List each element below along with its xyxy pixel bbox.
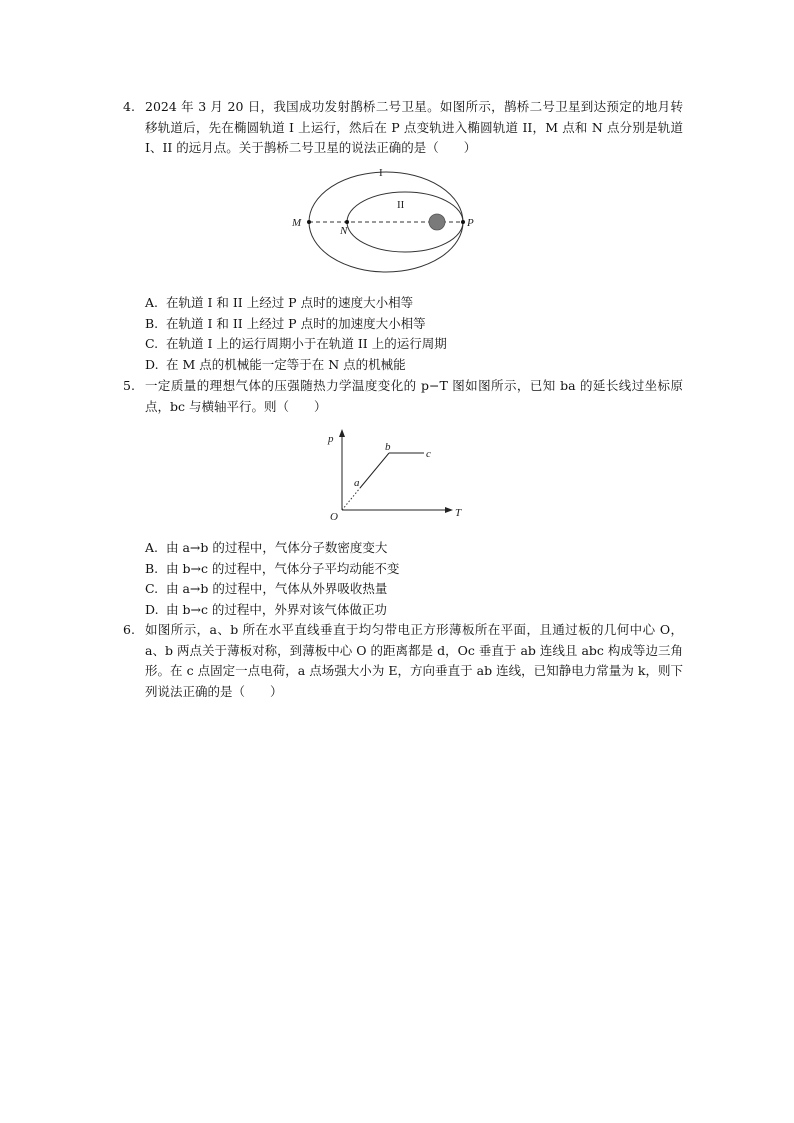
option-b: B. 由 b→c 的过程中，气体分子平均动能不变 xyxy=(145,560,400,576)
question-stem: 如图所示，a、b 所在水平直线垂直于均匀带电正方形薄板所在平面，且通过板的几何中心 O，a、b 两点关于薄板对称，到薄板中心 O 的距离都是 d，Oc 垂直于 ab 连线且 abc 构成等边三角形。在 c 点固定一点电荷，a 点场强大小为 E，方向垂直于 ab 连线，已知静电力常量为 k，则下列说法正确的是（ ） xyxy=(145,622,683,699)
label-P: P xyxy=(467,217,474,229)
question-4 xyxy=(123,97,683,159)
label-N: N xyxy=(340,225,348,237)
axis-t-label: T xyxy=(455,507,462,519)
question-number: 5. xyxy=(123,378,135,393)
question-5-options xyxy=(145,538,399,620)
y-axis-arrow xyxy=(339,429,345,437)
segment-ab xyxy=(360,453,389,488)
p-t-graph xyxy=(322,426,467,524)
label-a: a xyxy=(354,477,360,489)
question-number: 6. xyxy=(123,622,135,637)
option-d: D. 由 b→c 的过程中，外界对该气体做正功 xyxy=(145,601,387,617)
question-5 xyxy=(123,376,683,417)
question-6 xyxy=(123,620,683,702)
orbit-2-label: II xyxy=(397,199,405,211)
label-b: b xyxy=(385,441,391,453)
point-M-dot xyxy=(307,220,311,224)
option-d: D. 在 M 点的机械能一定等于在 N 点的机械能 xyxy=(145,356,406,372)
question-number: 4. xyxy=(123,99,135,114)
question-stem: 一定质量的理想气体的压强随热力学温度变化的 p−T 图如图所示，已知 ba 的延长线过坐标原点，bc 与横轴平行。则（ ） xyxy=(145,378,683,414)
question-stem: 2024 年 3 月 20 日，我国成功发射鹊桥二号卫星。如图所示，鹊桥二号卫星到达预定的地月转移轨道后，先在椭圆轨道 I 上运行，然后在 P 点变轨进入椭圆轨道 II，M 点和 N 点分别是轨道 I、II 的远月点。关于鹊桥二号卫星的说法正确的是（ ） xyxy=(145,99,683,155)
moon xyxy=(429,214,445,230)
extension-dotted xyxy=(342,488,360,510)
option-a: A. 由 a→b 的过程中，气体分子数密度变大 xyxy=(145,540,388,555)
orbit-diagram xyxy=(286,164,486,274)
orbit-1-label: I xyxy=(379,167,383,179)
x-axis-arrow xyxy=(445,507,453,513)
label-M: M xyxy=(292,217,302,229)
point-P-dot xyxy=(461,220,465,224)
option-c: C. 由 a→b 的过程中，气体从外界吸收热量 xyxy=(145,581,388,596)
option-b: B. 在轨道 I 和 II 上经过 P 点时的加速度大小相等 xyxy=(145,315,426,331)
option-c: C. 在轨道 I 上的运行周期小于在轨道 II 上的运行周期 xyxy=(145,336,447,351)
origin-label: O xyxy=(330,511,338,523)
option-a: A. 在轨道 I 和 II 上经过 P 点时的速度大小相等 xyxy=(145,295,414,310)
point-N-dot xyxy=(345,220,349,224)
question-4-options xyxy=(145,293,447,375)
axis-p-label: p xyxy=(328,433,334,445)
label-c: c xyxy=(426,448,431,460)
